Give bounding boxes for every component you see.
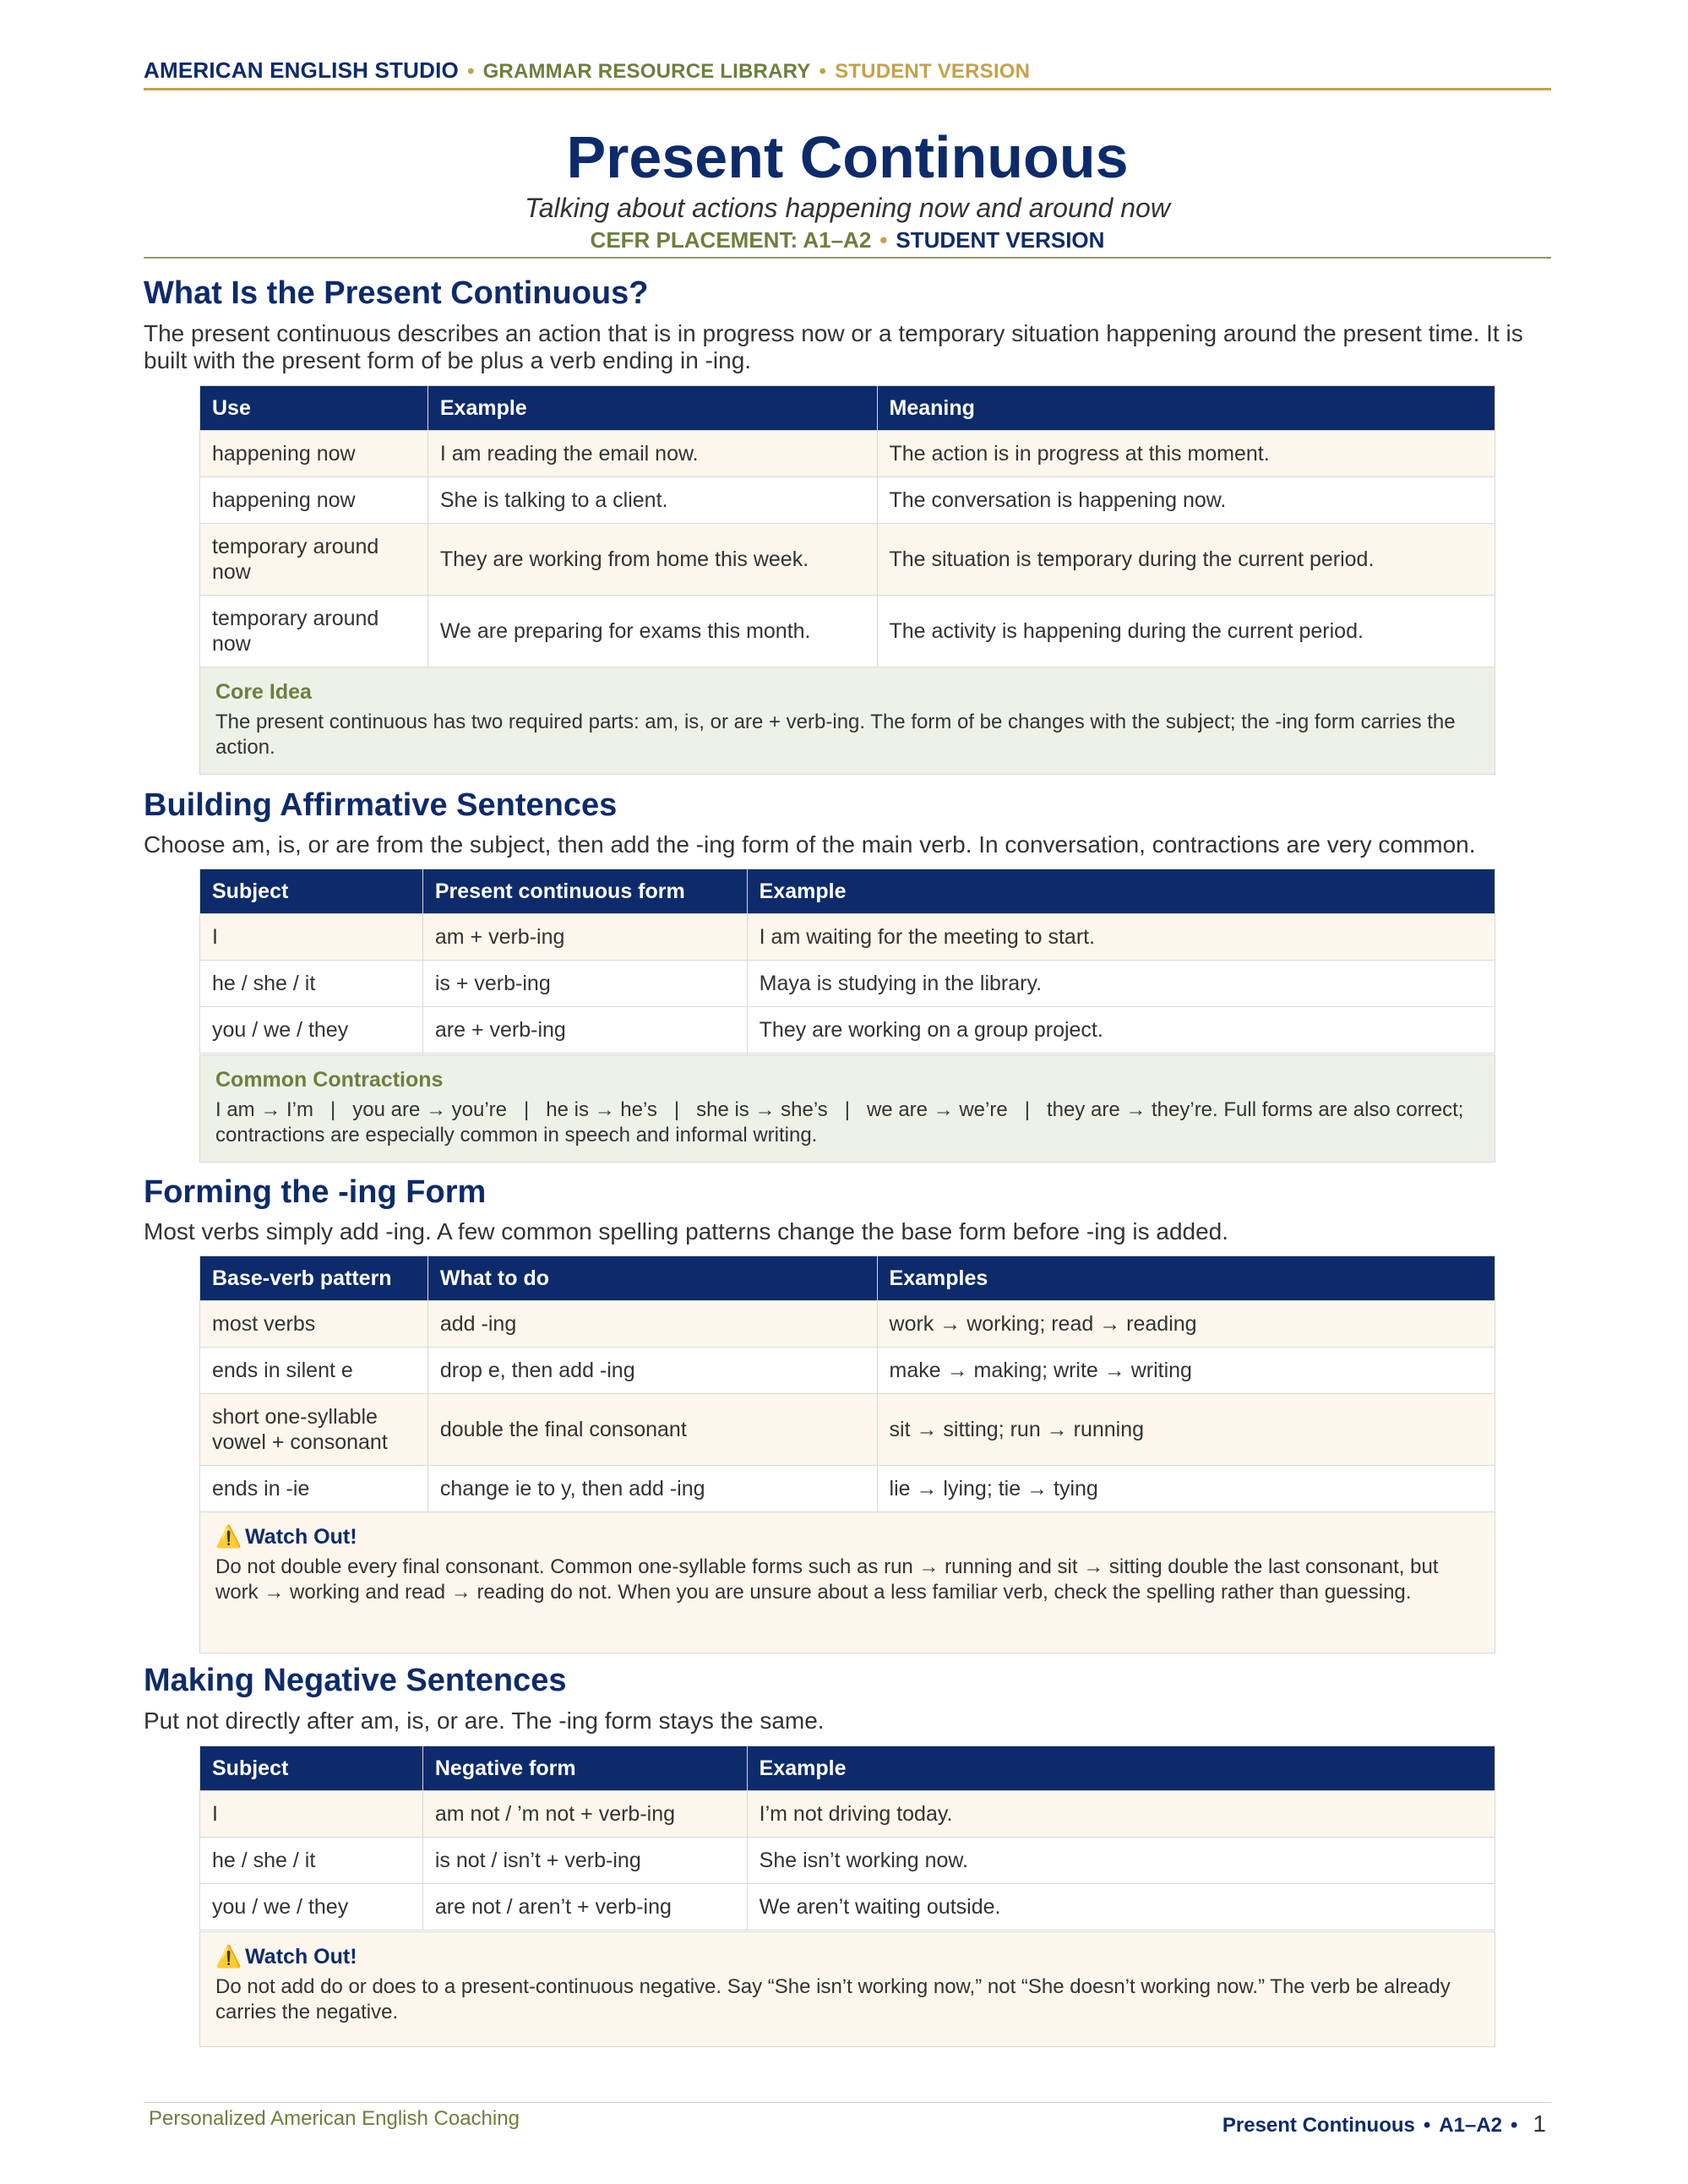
table-cell: The conversation is happening now. bbox=[877, 477, 1495, 524]
table-cell: add -ing bbox=[427, 1301, 877, 1348]
table-row bbox=[200, 1348, 1495, 1394]
table-row bbox=[200, 431, 1495, 477]
table-header-row bbox=[200, 869, 1495, 914]
warning-icon: ⚠️ bbox=[215, 1945, 242, 1969]
table-cell: They are working from home this week. bbox=[427, 524, 877, 596]
table-cell: you / we / they bbox=[200, 1007, 423, 1054]
callout-title: Watch Out! bbox=[245, 1945, 357, 1969]
placement-version: STUDENT VERSION bbox=[896, 227, 1105, 253]
table-row bbox=[200, 1394, 1495, 1466]
table-row bbox=[200, 1007, 1495, 1054]
table-cell: double the final consonant bbox=[427, 1394, 877, 1466]
table-row bbox=[200, 524, 1495, 596]
table-cell: most verbs bbox=[200, 1301, 428, 1348]
callout-text: Do not add do or does to a present-continuous negative. Say “She isn’t working now,” not “She doesn’t working now.” The verb be already carries the negative. bbox=[215, 1975, 1451, 2023]
section-heading: Making Negative Sentences bbox=[144, 1663, 567, 1698]
separator: • bbox=[1511, 2114, 1518, 2137]
callout-title: Watch Out! bbox=[245, 1525, 357, 1549]
table-header-row bbox=[200, 1256, 1495, 1301]
table-cell: work → working; read → reading bbox=[877, 1301, 1495, 1348]
callout-text: Do not double every final consonant. Common one-syllable forms such as run → running and sit → sitting double the last consonant, but work → working and read → reading do not. When you are unsure about a less familiar verb, check the spelling rather than guessing. bbox=[215, 1555, 1439, 1604]
section-heading: Building Affirmative Sentences bbox=[144, 787, 618, 823]
section-intro: The present continuous describes an action that is in progress now or a temporary situation happening around the present time. It is built with the present form of be plus a verb ending in -ing. bbox=[144, 320, 1523, 373]
table-cell: I’m not driving today. bbox=[747, 1791, 1495, 1838]
column-header: What to do bbox=[427, 1256, 877, 1301]
core-idea-callout bbox=[199, 667, 1495, 775]
contractions-callout bbox=[199, 1054, 1495, 1163]
column-header: Use bbox=[200, 386, 428, 431]
table-row bbox=[200, 1301, 1495, 1348]
library-name: GRAMMAR RESOURCE LIBRARY bbox=[482, 60, 811, 83]
table-cell: sit → sitting; run → running bbox=[877, 1394, 1495, 1466]
column-header: Example bbox=[427, 386, 877, 431]
ing-form-table bbox=[199, 1255, 1495, 1512]
brand-name: AMERICAN ENGLISH STUDIO bbox=[144, 57, 459, 83]
table-cell: The situation is temporary during the current period. bbox=[877, 524, 1495, 596]
table-cell: is + verb-ing bbox=[422, 961, 747, 1007]
table-cell: The activity is happening during the current period. bbox=[877, 596, 1495, 667]
callout-title: Core Idea bbox=[215, 680, 312, 704]
footer-info bbox=[1222, 2110, 1546, 2138]
table-cell: is not / isn’t + verb-ing bbox=[422, 1838, 747, 1884]
table-cell: he / she / it bbox=[200, 961, 423, 1007]
table-header-row bbox=[200, 386, 1495, 431]
table-cell: I bbox=[200, 1791, 423, 1838]
table-cell: ends in silent e bbox=[200, 1348, 428, 1394]
table-cell: She isn’t working now. bbox=[747, 1838, 1495, 1884]
negative-warning-callout bbox=[199, 1931, 1495, 2047]
table-cell: temporary around now bbox=[200, 596, 428, 667]
title-divider bbox=[144, 257, 1551, 259]
section-heading: What Is the Present Continuous? bbox=[144, 275, 649, 311]
callout-title: Common Contractions bbox=[215, 1068, 444, 1092]
table-cell: temporary around now bbox=[200, 524, 428, 596]
column-header: Example bbox=[747, 869, 1495, 914]
warning-icon: ⚠️ bbox=[215, 1525, 242, 1549]
table-row bbox=[200, 596, 1495, 667]
table-cell: I am reading the email now. bbox=[427, 431, 877, 477]
column-header: Negative form bbox=[422, 1746, 747, 1791]
header-divider bbox=[144, 88, 1551, 90]
separator: • bbox=[466, 60, 475, 83]
separator: • bbox=[819, 60, 827, 83]
separator: • bbox=[1423, 2114, 1431, 2137]
cefr-level: CEFR PLACEMENT: A1–A2 bbox=[590, 227, 872, 253]
footer-tagline: Personalized American English Coaching bbox=[149, 2107, 520, 2130]
callout-title-row bbox=[215, 1944, 1479, 1969]
table-row bbox=[200, 1791, 1495, 1838]
column-header: Meaning bbox=[877, 386, 1495, 431]
usage-table bbox=[199, 385, 1495, 667]
table-cell: you / we / they bbox=[200, 1884, 423, 1931]
table-cell: am not / ’m not + verb-ing bbox=[422, 1791, 747, 1838]
table-row bbox=[200, 477, 1495, 524]
table-row bbox=[200, 961, 1495, 1007]
table-cell: I am waiting for the meeting to start. bbox=[747, 914, 1495, 961]
table-cell: I bbox=[200, 914, 423, 961]
table-header-row bbox=[200, 1746, 1495, 1791]
table-cell: drop e, then add -ing bbox=[427, 1348, 877, 1394]
table-row bbox=[200, 1884, 1495, 1931]
negative-table bbox=[199, 1746, 1495, 1931]
callout-title-row bbox=[215, 1524, 1479, 1549]
separator: • bbox=[879, 227, 888, 253]
table-row bbox=[200, 1838, 1495, 1884]
section-intro: Put not directly after am, is, or are. The -ing form stays the same. bbox=[144, 1707, 825, 1734]
callout-text: I am → I’m | you are → you’re | he is → he’s | she is → she’s | we are → we’re | they are → they’re. Full forms are also correct; contractions are especially common in speech and informal writing. bbox=[215, 1098, 1470, 1146]
section-intro: Most verbs simply add -ing. A few common spelling patterns change the base form before -ing is added. bbox=[144, 1218, 1229, 1244]
cefr-placement bbox=[144, 227, 1551, 253]
table-cell: She is talking to a client. bbox=[427, 477, 877, 524]
page-number: 1 bbox=[1533, 2110, 1546, 2137]
page-title: Present Continuous bbox=[566, 124, 1129, 190]
section-heading: Forming the -ing Form bbox=[144, 1174, 487, 1210]
table-cell: are not / aren’t + verb-ing bbox=[422, 1884, 747, 1931]
table-cell: happening now bbox=[200, 477, 428, 524]
table-cell: short one-syllable vowel + consonant bbox=[200, 1394, 428, 1466]
footer-level: A1–A2 bbox=[1439, 2114, 1503, 2137]
table-row bbox=[200, 914, 1495, 961]
table-cell: The action is in progress at this moment. bbox=[877, 431, 1495, 477]
table-cell: lie → lying; tie → tying bbox=[877, 1466, 1495, 1512]
column-header: Subject bbox=[200, 1746, 423, 1791]
table-cell: We are preparing for exams this month. bbox=[427, 596, 877, 667]
column-header: Examples bbox=[877, 1256, 1495, 1301]
table-cell: change ie to y, then add -ing bbox=[427, 1466, 877, 1512]
footer-topic: Present Continuous bbox=[1222, 2114, 1415, 2137]
section-intro: Choose am, is, or are from the subject, then add the -ing form of the main verb. In conversation, contractions are very common. bbox=[144, 831, 1476, 858]
table-cell: We aren’t waiting outside. bbox=[747, 1884, 1495, 1931]
spelling-warning-callout bbox=[199, 1511, 1495, 1653]
table-cell: are + verb-ing bbox=[422, 1007, 747, 1054]
table-cell: am + verb-ing bbox=[422, 914, 747, 961]
top-header bbox=[144, 57, 1551, 84]
table-cell: They are working on a group project. bbox=[747, 1007, 1495, 1054]
footer-divider bbox=[144, 2102, 1551, 2103]
affirmative-table bbox=[199, 869, 1495, 1054]
table-cell: he / she / it bbox=[200, 1838, 423, 1884]
version-label: STUDENT VERSION bbox=[835, 60, 1031, 83]
column-header: Base-verb pattern bbox=[200, 1256, 428, 1301]
callout-text: The present continuous has two required parts: am, is, or are + verb-ing. The form of be changes with the subject; the -ing form carries the action. bbox=[215, 711, 1456, 759]
page-subtitle: Talking about actions happening now and around now bbox=[525, 193, 1170, 223]
column-header: Subject bbox=[200, 869, 423, 914]
column-header: Example bbox=[747, 1746, 1495, 1791]
table-row bbox=[200, 1466, 1495, 1512]
table-cell: make → making; write → writing bbox=[877, 1348, 1495, 1394]
column-header: Present continuous form bbox=[422, 869, 747, 914]
table-cell: Maya is studying in the library. bbox=[747, 961, 1495, 1007]
table-cell: happening now bbox=[200, 431, 428, 477]
table-cell: ends in -ie bbox=[200, 1466, 428, 1512]
